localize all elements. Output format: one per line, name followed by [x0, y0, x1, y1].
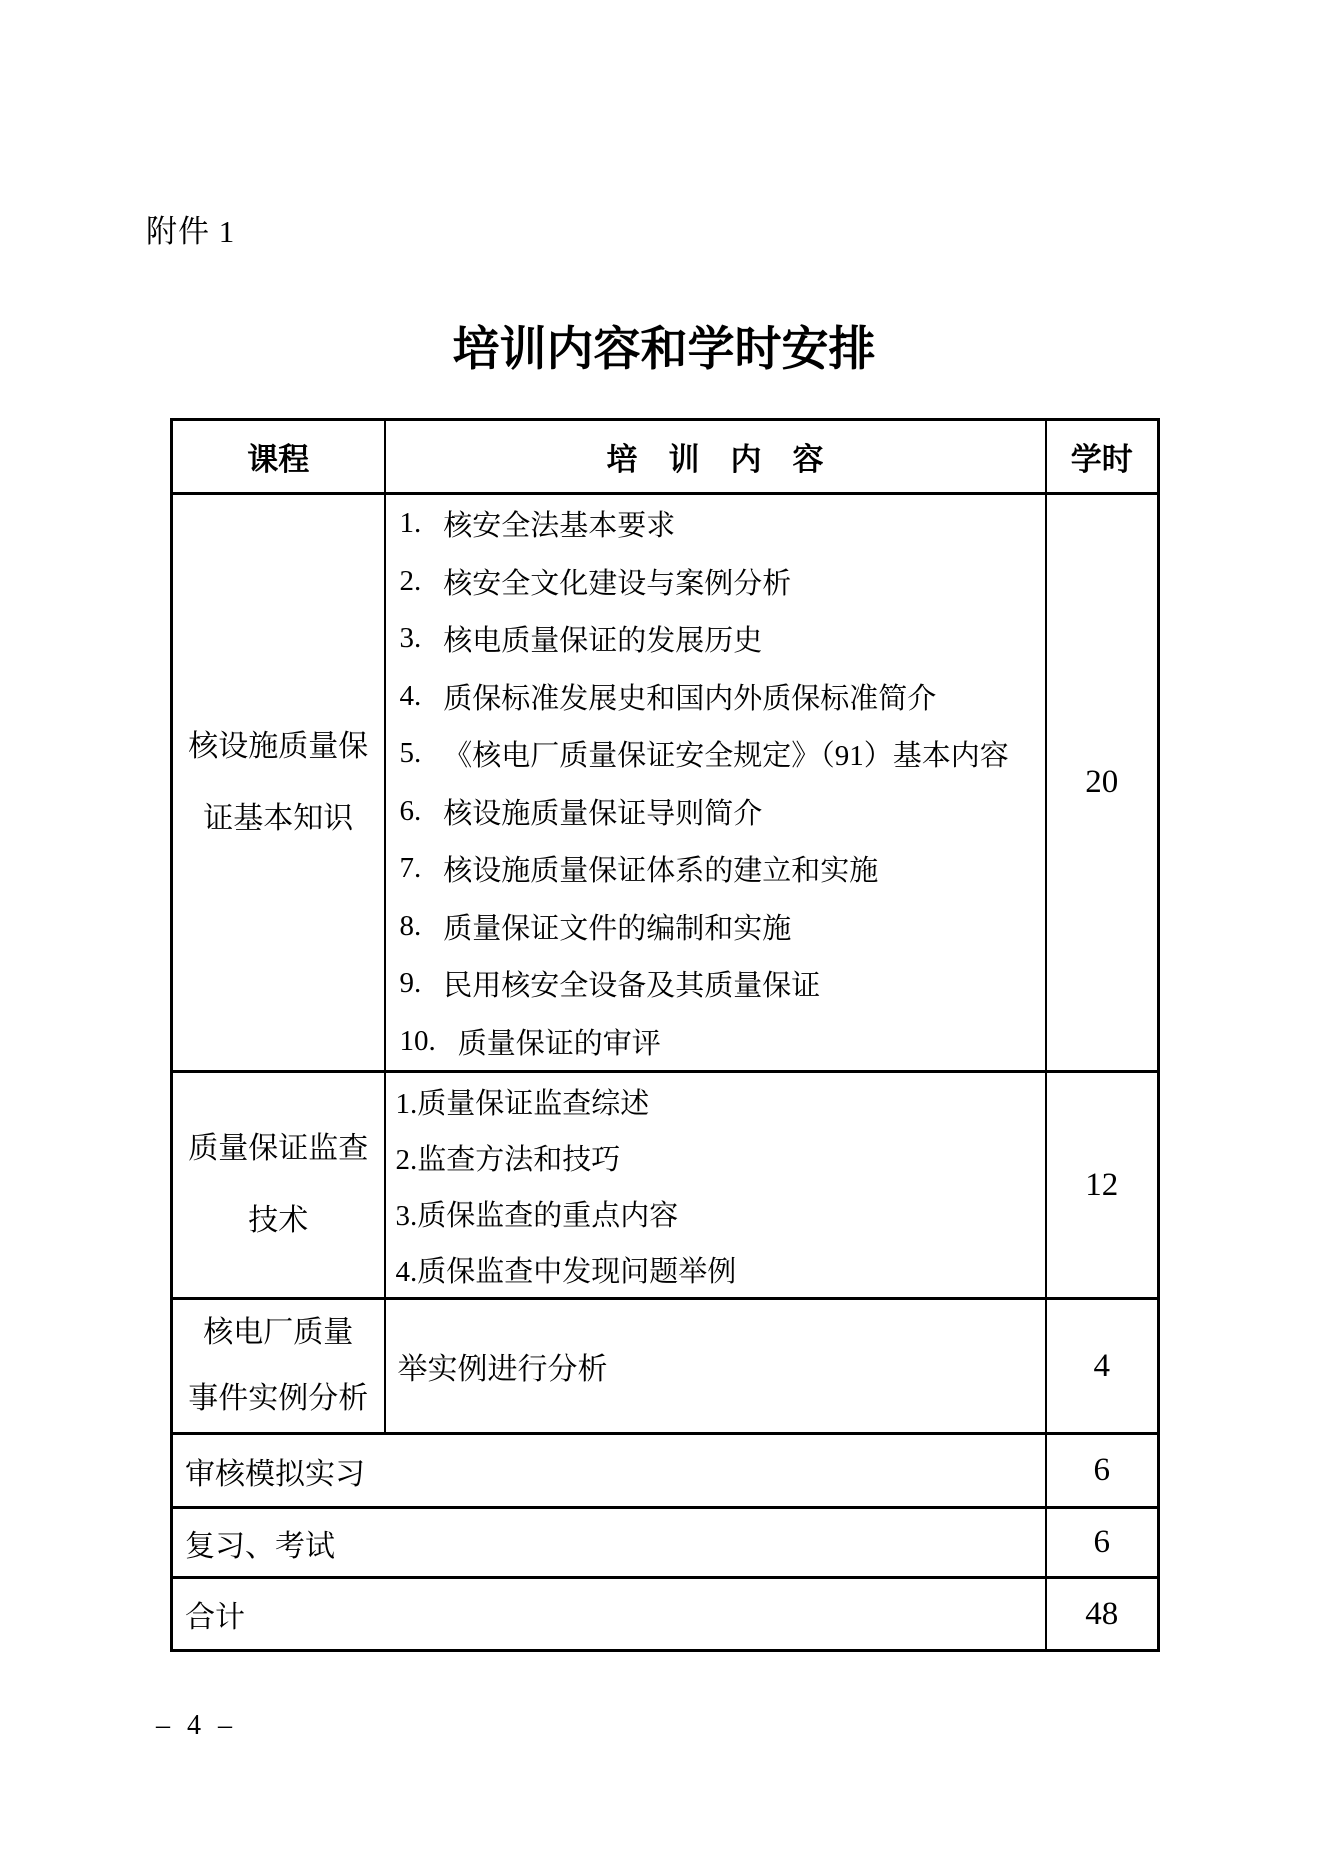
hours-cell: 4	[1046, 1299, 1159, 1434]
content-item	[400, 840, 1037, 898]
item-number: 3.	[399, 622, 422, 655]
content-cell: 举实例进行分析	[385, 1299, 1046, 1434]
training-schedule-table	[170, 418, 1160, 1652]
hours-cell: 12	[1046, 1072, 1159, 1299]
hours-cell: 20	[1046, 494, 1159, 1072]
content-item	[400, 495, 1037, 553]
content-item	[400, 725, 1037, 783]
item-text: 民用核安全设备及其质量保证	[443, 970, 821, 1003]
table-header-row	[172, 420, 1159, 494]
content-item	[400, 783, 1037, 841]
header-hours: 学时	[1046, 420, 1159, 494]
header-course: 课程	[172, 420, 385, 494]
item-text: 《核电厂质量保证安全规定》（91）基本内容	[443, 740, 1009, 773]
content-cell	[385, 494, 1046, 1072]
item-number: 7.	[399, 852, 422, 885]
hours-cell: 6	[1046, 1434, 1159, 1508]
content-item: 4.质保监查中发现问题举例	[395, 1255, 737, 1288]
table-row	[172, 1434, 1159, 1508]
course-cell	[172, 1072, 385, 1299]
table-row	[172, 494, 1159, 1072]
table-row	[172, 1072, 1159, 1299]
row-label-cell: 合计	[172, 1578, 1046, 1651]
item-text: 质量保证的审评	[457, 1027, 661, 1060]
item-number: 6.	[399, 794, 422, 827]
item-number: 1.	[399, 507, 422, 540]
item-number: 8.	[399, 909, 422, 942]
item-number: 2.	[399, 564, 422, 597]
content-item	[400, 955, 1037, 1013]
item-text: 核设施质量保证体系的建立和实施	[443, 855, 879, 888]
content-cell	[385, 1072, 1046, 1299]
item-text: 核安全法基本要求	[443, 510, 676, 543]
course-line: 技术	[248, 1204, 309, 1237]
hours-cell: 48	[1046, 1578, 1159, 1651]
content-item	[400, 898, 1037, 956]
content-item: 2.监查方法和技巧	[395, 1143, 621, 1176]
content-item	[400, 610, 1037, 668]
item-number: 10.	[399, 1024, 436, 1057]
course-line: 核设施质量保	[188, 729, 369, 763]
item-text: 核设施质量保证导则简介	[443, 797, 763, 830]
content-item	[400, 668, 1037, 726]
course-cell	[172, 1299, 385, 1434]
course-line: 事件实例分析	[188, 1382, 369, 1415]
content-item	[400, 1013, 1037, 1071]
item-number: 9.	[399, 967, 422, 1000]
course-line: 核电厂质量	[203, 1316, 354, 1349]
attachment-label: 附件 1	[146, 214, 236, 249]
course-cell	[172, 494, 385, 1072]
item-text: 核电质量保证的发展历史	[443, 625, 763, 658]
table-row	[172, 1578, 1159, 1651]
content-item	[400, 553, 1037, 611]
item-number: 4.	[399, 679, 422, 712]
table-row	[172, 1299, 1159, 1434]
page-title: 培训内容和学时安排	[452, 324, 876, 376]
table-row	[172, 1508, 1159, 1578]
item-text: 核安全文化建设与案例分析	[443, 567, 792, 600]
row-label-cell: 审核模拟实习	[172, 1434, 1046, 1508]
item-number: 5.	[399, 737, 422, 770]
course-line: 证基本知识	[203, 801, 354, 835]
page-number: – 4 –	[156, 1710, 237, 1741]
content-item: 3.质保监查的重点内容	[395, 1199, 679, 1232]
hours-cell: 6	[1046, 1508, 1159, 1578]
item-text: 质量保证文件的编制和实施	[443, 912, 792, 945]
content-item: 1.质量保证监查综述	[395, 1087, 650, 1120]
row-label-cell: 复习、考试	[172, 1508, 1046, 1578]
item-text: 质保标准发展史和国内外质保标准简介	[443, 682, 937, 715]
header-content: 培 训 内 容	[385, 420, 1046, 494]
course-line: 质量保证监查	[188, 1132, 369, 1165]
